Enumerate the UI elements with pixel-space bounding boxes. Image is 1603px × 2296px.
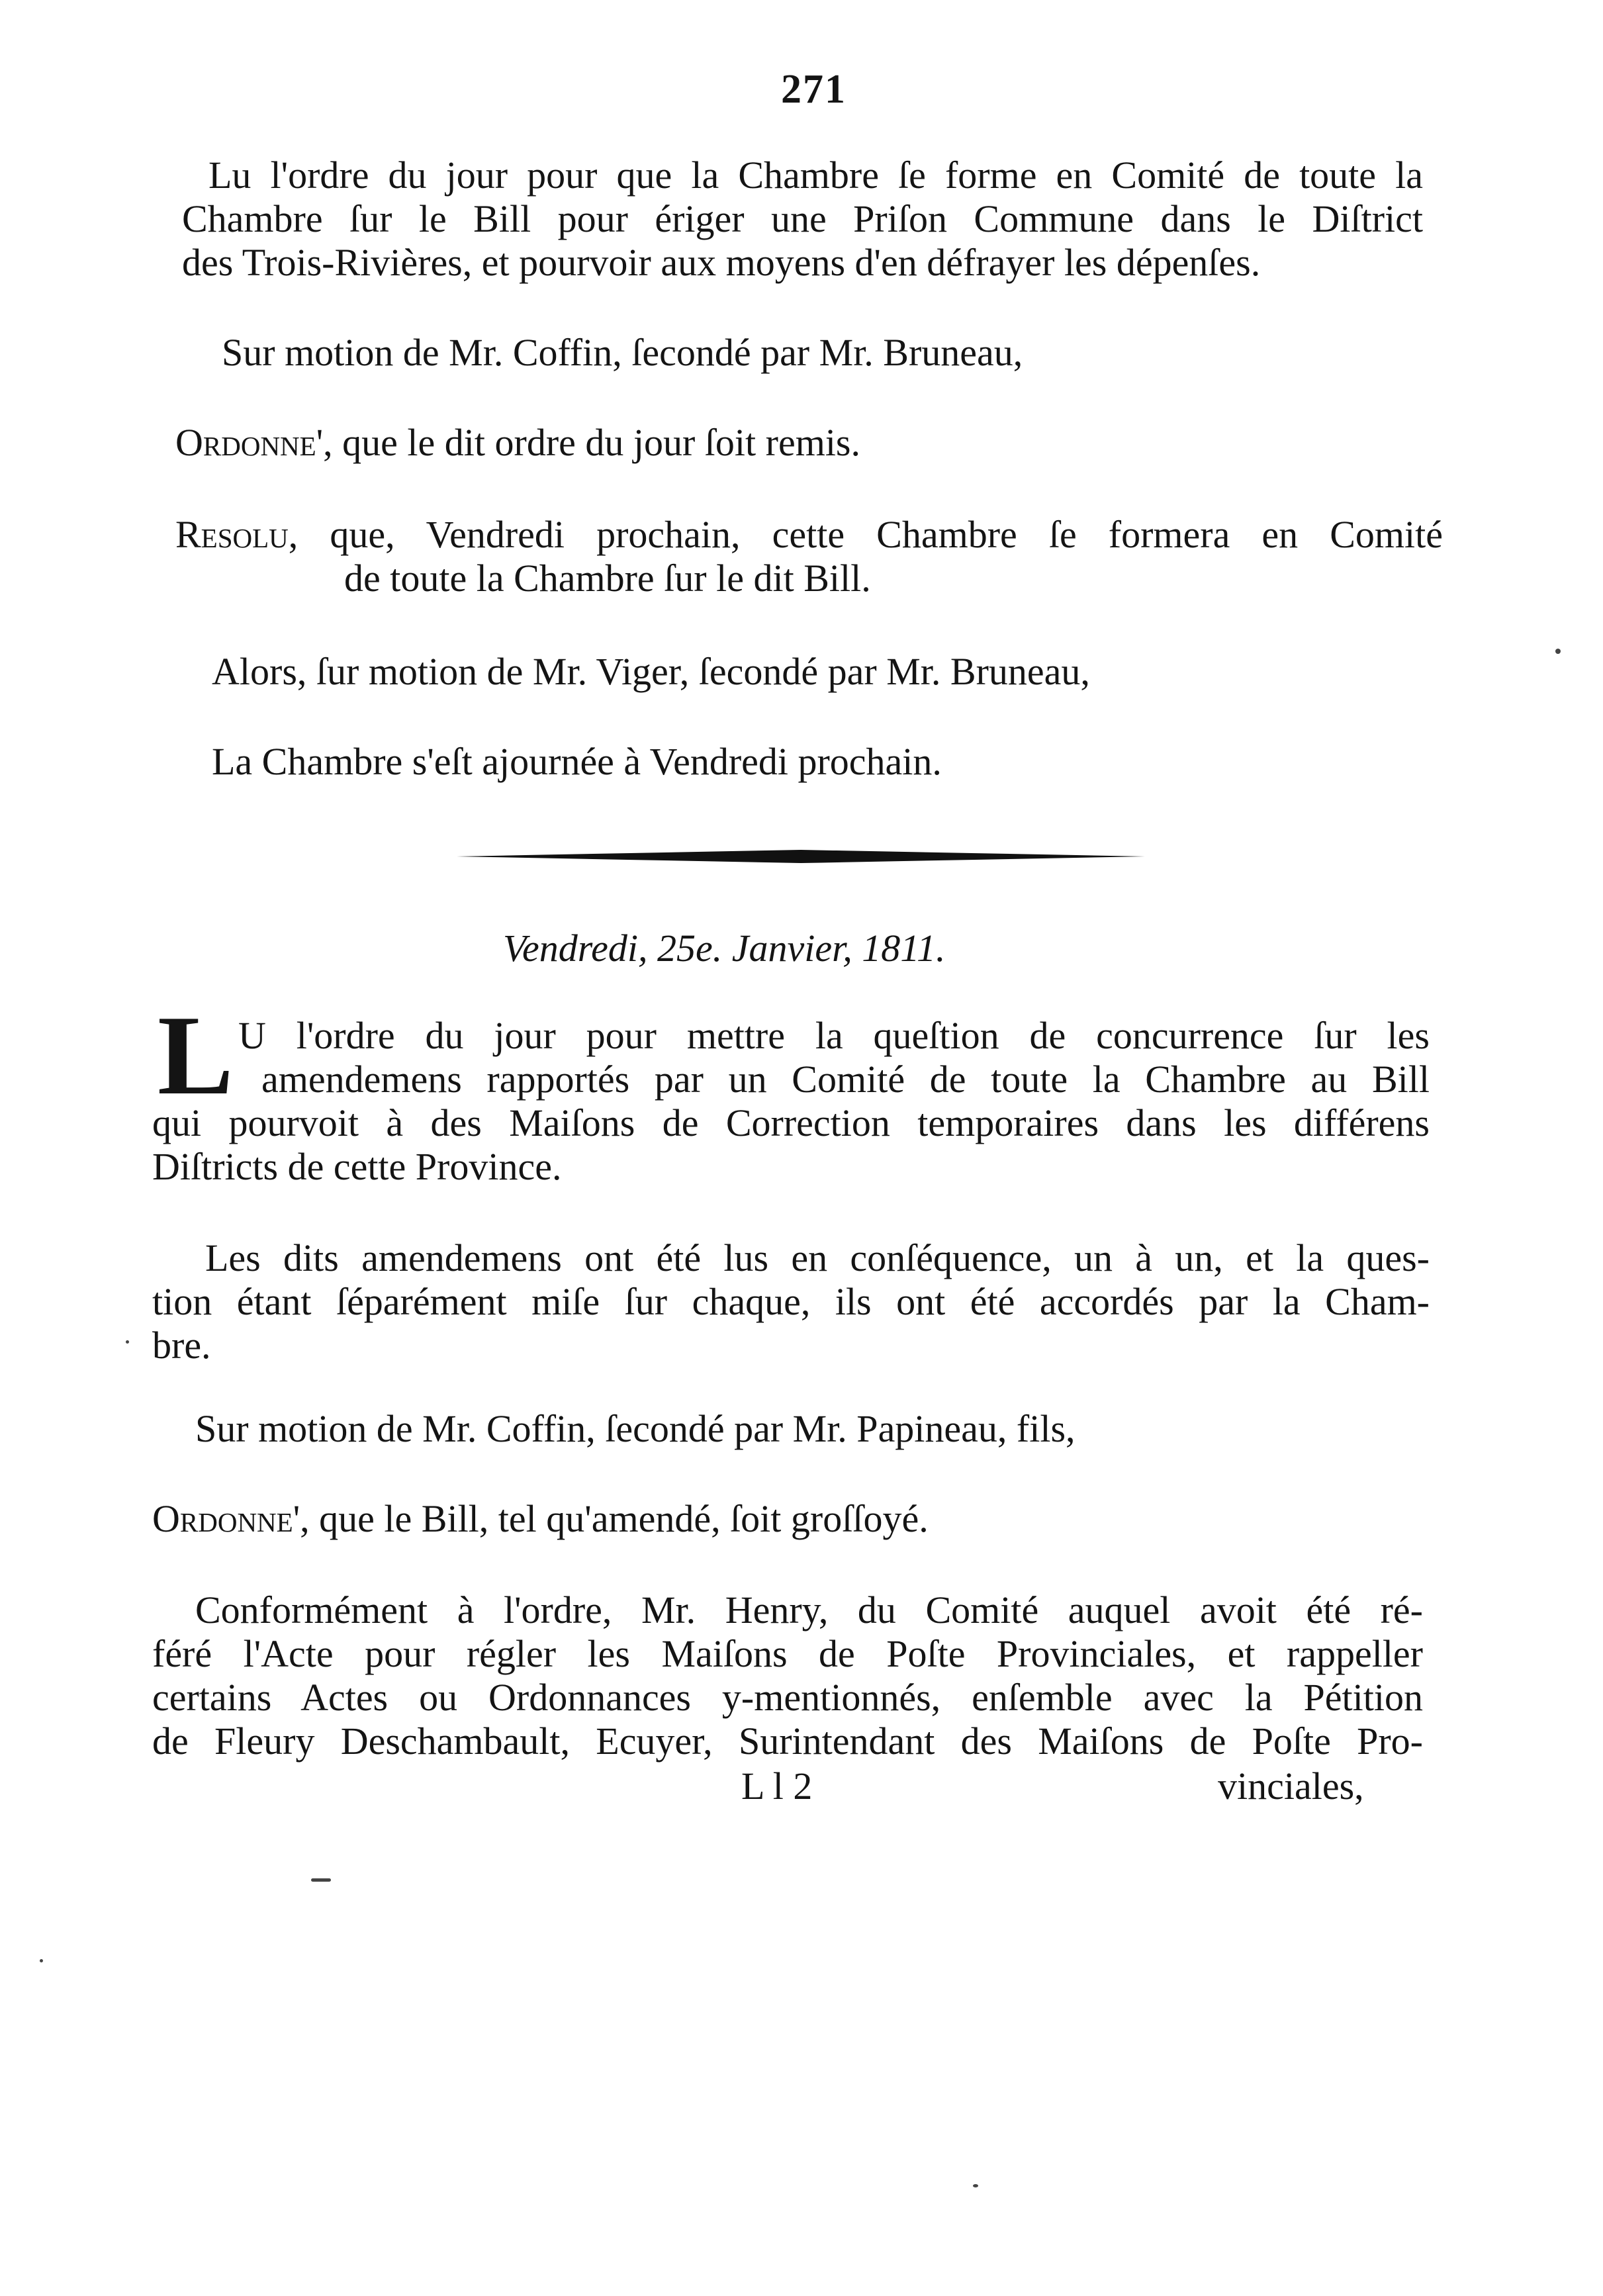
paper-speck (126, 1340, 129, 1344)
para1-line2: Chambre ſur le Bill pour ériger une Priſon Commune dans le Diſtrict (182, 197, 1423, 240)
ordonne2-label: Ordonne', (152, 1497, 310, 1540)
para4-line3: certains Actes ou Ordonnances y-mentionnés, enſemble avec la Pétition (152, 1676, 1423, 1719)
para3-line2: tion étant ſéparément miſe ſur chaque, ils ont été accordés par la Cham- (152, 1280, 1430, 1323)
para4-line1: Conformément à l'ordre, Mr. Henry, du Comité auquel avoit été ré- (195, 1588, 1423, 1631)
alors-motion: Alors, ſur motion de Mr. Viger, ſecondé par Mr. Bruneau, (212, 650, 1090, 693)
chambre-ajournee: La Chambre s'eſt ajournée à Vendredi prochain. (212, 740, 942, 783)
signature-mark: L l 2 (741, 1765, 813, 1808)
drop-cap: L (158, 993, 234, 1119)
paper-speck (40, 1959, 43, 1962)
para2-line4: Diſtricts de cette Province. (152, 1145, 562, 1188)
para2-line1: U l'ordre du jour pour mettre la queſtion de concurrence ſur les (238, 1014, 1430, 1057)
resolu-label: Resolu, (175, 513, 298, 556)
para3-line3: bre. (152, 1324, 211, 1367)
motion-coffin-bruneau: Sur motion de Mr. Coffin, ſecondé par Mr. Bruneau, (222, 331, 1023, 374)
paper-speck (1555, 649, 1561, 654)
page-number: 271 (781, 67, 847, 112)
section-divider-rule (457, 847, 1145, 866)
para2-line3: qui pourvoit à des Maiſons de Correction temporaires dans les différens (152, 1101, 1430, 1144)
para4-line4: de Fleury Deschambault, Ecuyer, Surintendant des Maiſons de Poſte Pro- (152, 1720, 1423, 1763)
resolu-line1 (175, 513, 1443, 557)
paper-speck (973, 2184, 978, 2187)
resolu-text: que, Vendredi prochain, cette Chambre ſe formera en Comité (330, 513, 1443, 556)
motion-coffin-papineau: Sur motion de Mr. Coffin, ſecondé par Mr. Papineau, fils, (195, 1407, 1076, 1450)
ordonne-label: Ordonne', (175, 421, 333, 464)
ordonne2-text: que le Bill, tel qu'amendé, ſoit groſſoyé. (319, 1497, 929, 1540)
ordonne-grossoye (152, 1497, 929, 1541)
para1-line3: des Trois-Rivières, et pourvoir aux moyens d'en défrayer les dépenſes. (182, 241, 1261, 284)
ordonne-text: que le dit ordre du jour ſoit remis. (342, 421, 861, 464)
date-heading: Vendredi, 25e. Janvier, 1811. (503, 927, 946, 970)
para1-line1: Lu l'ordre du jour pour que la Chambre ſe forme en Comité de toute la (208, 154, 1423, 197)
para4-line2: féré l'Acte pour régler les Maiſons de Poſte Provinciales, et rappeller (152, 1632, 1423, 1675)
para3-line1: Les dits amendemens ont été lus en conſéquence, un à un, et la ques- (205, 1236, 1430, 1279)
resolu-line2: de toute la Chambre ſur le dit Bill. (344, 557, 871, 600)
paper-speck (311, 1878, 331, 1882)
para2-line2: amendemens rapportés par un Comité de toute la Chambre au Bill (261, 1058, 1430, 1101)
catchword: vinciales, (1218, 1765, 1364, 1808)
ordonne-remis (175, 421, 860, 465)
